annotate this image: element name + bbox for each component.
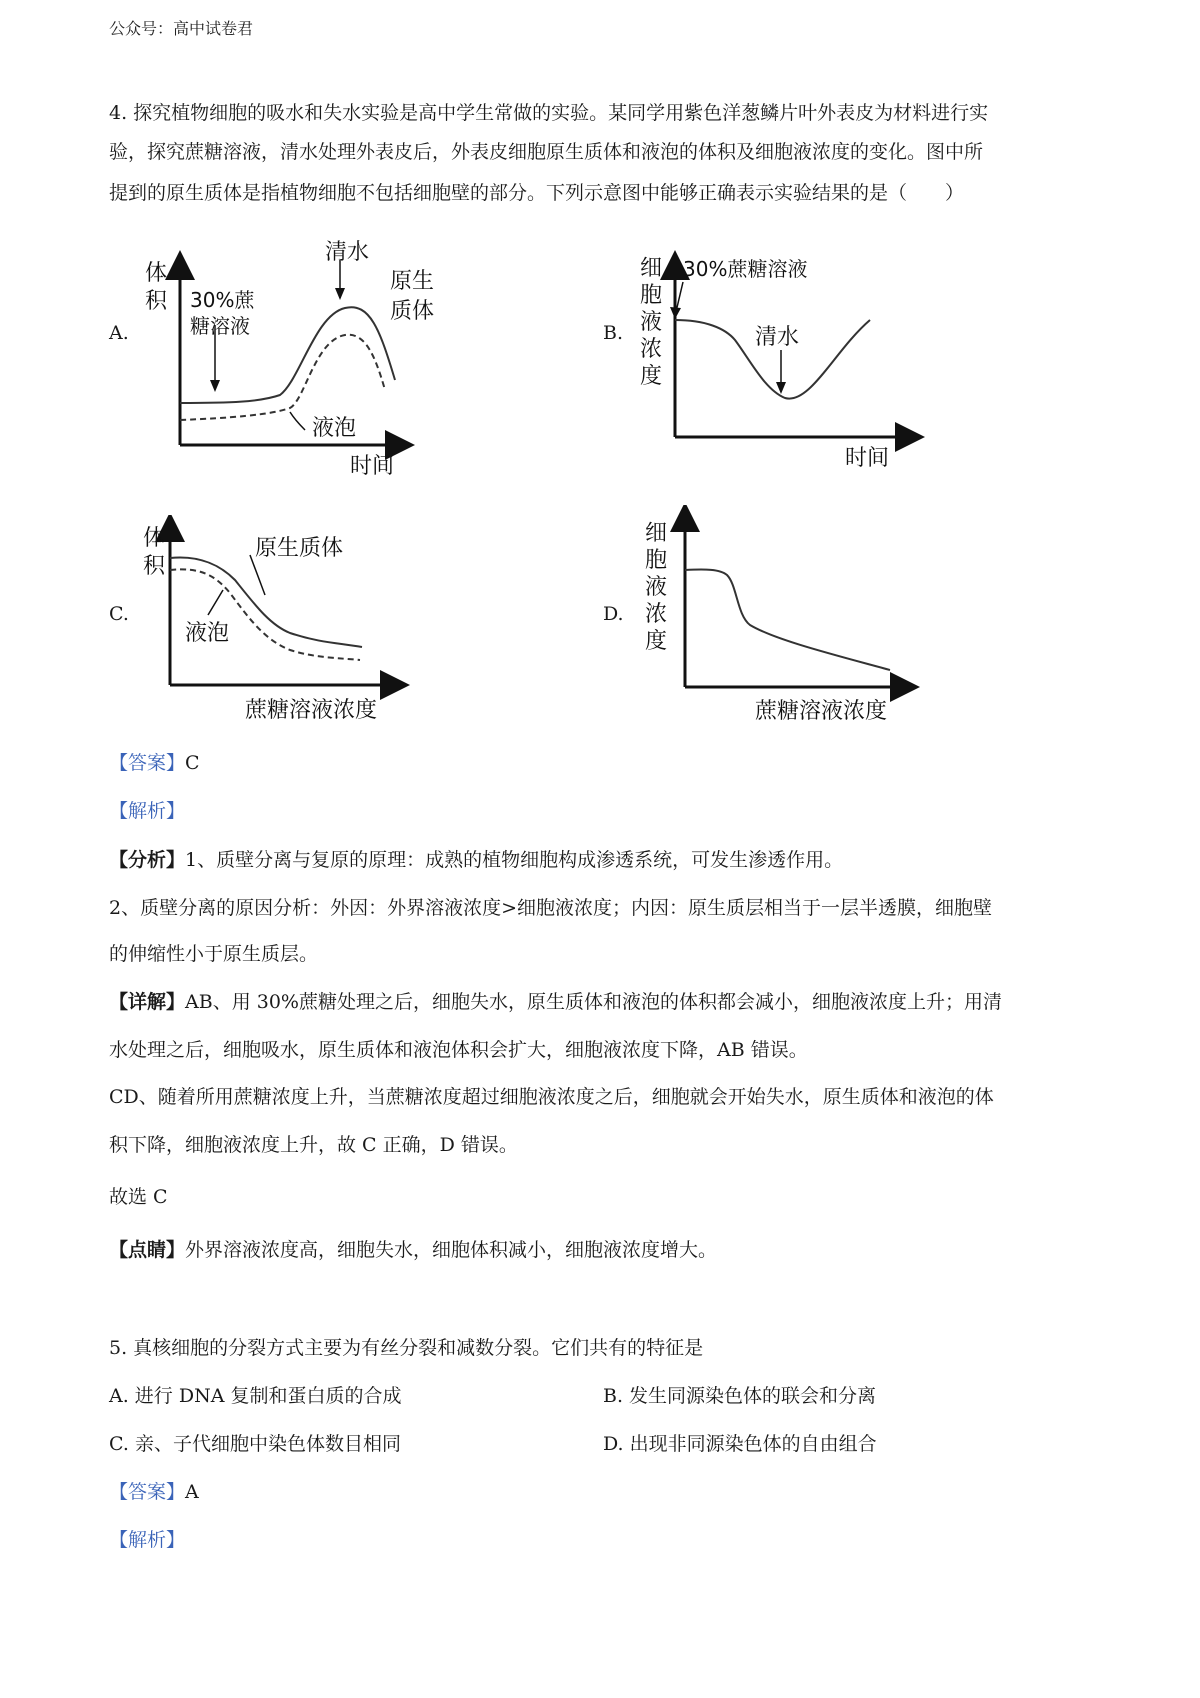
figure-d <box>635 505 935 730</box>
figure-a <box>140 240 440 480</box>
q4-analysis-heading: 【解析】 <box>109 800 186 822</box>
figure-c-label: C. <box>109 603 129 625</box>
figure-a-water-label: 清水 <box>325 240 370 265</box>
figure-b-y-label-4: 浓 <box>640 337 663 362</box>
q5-option-b: B. 发生同源染色体的联会和分离 <box>603 1385 877 1407</box>
figure-c-y-label-1: 体 <box>143 526 166 551</box>
q5-option-a: A. 进行 DNA 复制和蛋白质的合成 <box>109 1385 402 1407</box>
figure-a-y-label-1: 体 <box>145 261 168 286</box>
figure-d-x-label: 蔗糖溶液浓度 <box>755 699 888 724</box>
q4-fenxi-2-line-2: 的伸缩性小于原生质层。 <box>109 943 319 965</box>
q5-stem: 5. 真核细胞的分裂方式主要为有丝分裂和减数分裂。它们共有的特征是 <box>109 1337 704 1359</box>
figure-d-y-label-3: 液 <box>645 575 668 600</box>
figure-b-x-label: 时间 <box>845 446 890 471</box>
figure-d-label: D. <box>603 603 624 625</box>
figure-b-water-label: 清水 <box>755 325 800 350</box>
figure-a-sucrose-label-1: 30%蔗 <box>190 288 255 312</box>
q4-answer: 【答案】C <box>109 752 200 774</box>
q5-option-d: D. 出现非同源染色体的自由组合 <box>603 1433 877 1455</box>
figure-b-y-label-1: 细 <box>640 256 663 281</box>
figure-c-vacuole-label: 液泡 <box>185 621 230 646</box>
q4-stem-line-2: 验，探究蔗糖溶液，清水处理外表皮后，外表皮细胞原生质体和液泡的体积及细胞液浓度的变化。图中所 <box>109 141 984 163</box>
figure-c-x-label: 蔗糖溶液浓度 <box>245 698 378 723</box>
q4-detail-line-3: CD、随着所用蔗糖浓度上升，当蔗糖浓度超过细胞液浓度之后，细胞就会开始失水，原生质体和液泡的体 <box>109 1086 994 1108</box>
q4-stem-line-3: 提到的原生质体是指植物细胞不包括细胞壁的部分。下列示意图中能够正确表示实验结果的是（ ） <box>109 182 965 204</box>
figure-a-x-label: 时间 <box>350 454 395 479</box>
figure-b-y-label-3: 液 <box>640 310 663 335</box>
q4-stem-line-1: 4. 探究植物细胞的吸水和失水实验是高中学生常做的实验。某同学用紫色洋葱鳞片叶外表皮为材料进行实 <box>109 102 989 124</box>
q4-detail-line-1: 【详解】AB、用 30%蔗糖处理之后，细胞失水，原生质体和液泡的体积都会减小，细胞液浓度上升；用清 <box>109 991 1002 1013</box>
figure-a-y-label-2: 积 <box>145 289 168 314</box>
figure-c <box>140 515 440 730</box>
q5-analysis-heading: 【解析】 <box>109 1529 186 1551</box>
figure-d-y-label-5: 度 <box>645 629 668 654</box>
figure-d-y-label-1: 细 <box>645 521 668 546</box>
q4-detail-line-4: 积下降，细胞液浓度上升，故 C 正确，D 错误。 <box>109 1134 518 1156</box>
figure-b-y-label-5: 度 <box>640 364 663 389</box>
figure-a-protoplast-label-2: 质体 <box>390 299 435 324</box>
figure-a-protoplast-label-1: 原生 <box>390 269 435 294</box>
q4-detail-line-2: 水处理之后，细胞吸水，原生质体和液泡体积会扩大，细胞液浓度下降，AB 错误。 <box>109 1039 808 1061</box>
q5-option-c: C. 亲、子代细胞中染色体数目相同 <box>109 1433 401 1455</box>
figure-a-vacuole-curve <box>180 335 385 420</box>
figure-b-sucrose-label: 30%蔗糖溶液 <box>683 257 808 281</box>
figure-a-vacuole-label: 液泡 <box>312 416 357 441</box>
q4-dianjing: 【点睛】外界溶液浓度高，细胞失水，细胞体积减小，细胞液浓度增大。 <box>109 1239 718 1261</box>
figure-b <box>635 240 935 480</box>
figure-c-y-label-2: 积 <box>143 554 166 579</box>
figure-a-sucrose-label-2: 糖溶液 <box>190 314 250 338</box>
figure-a-label: A. <box>109 322 129 344</box>
q4-choose: 故选 C <box>109 1186 168 1208</box>
q4-fenxi-1: 【分析】1、质壁分离与复原的原理：成熟的植物细胞构成渗透系统，可发生渗透作用。 <box>109 849 844 871</box>
figure-d-concentration-curve <box>685 570 890 670</box>
q4-fenxi-2-line-1: 2、质壁分离的原因分析：外因：外界溶液浓度>细胞液浓度；内因：原生质层相当于一层半透膜，细胞壁 <box>109 897 993 919</box>
page-header: 公众号：高中试卷君 <box>109 19 254 38</box>
figure-b-label: B. <box>603 322 624 344</box>
figure-c-protoplast-label: 原生质体 <box>255 536 344 561</box>
figure-d-y-label-2: 胞 <box>645 548 668 573</box>
figure-d-y-label-4: 浓 <box>645 602 668 627</box>
figure-b-y-label-2: 胞 <box>640 283 663 308</box>
q5-answer: 【答案】A <box>109 1481 199 1503</box>
